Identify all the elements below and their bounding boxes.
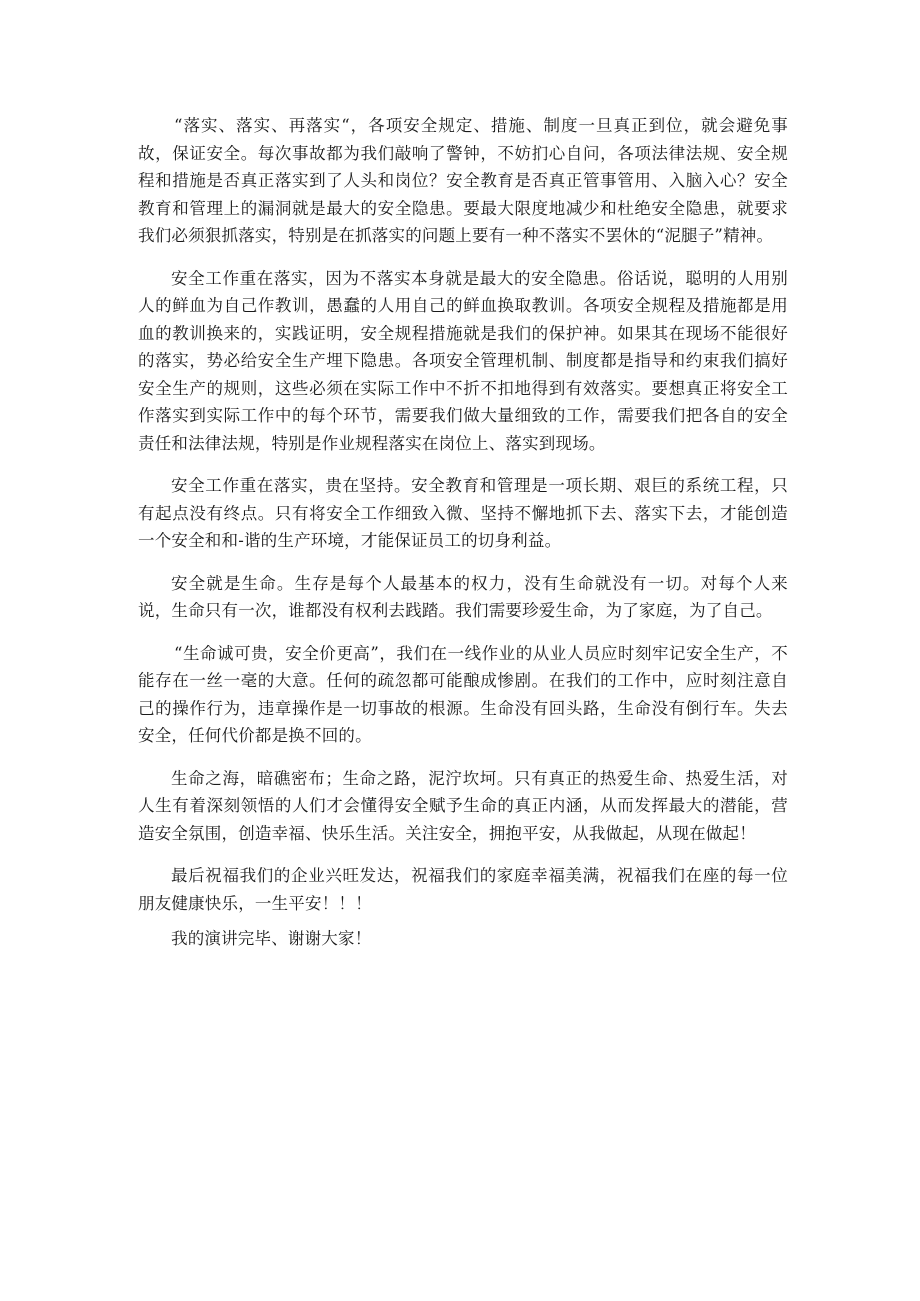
document-body	[138, 112, 788, 968]
paragraph-3: 安全工作重在落实，贵在坚持。安全教育和管理是一项长期、艰巨的系统工程，只有起点没有终点。只有将安全工作细致入微、坚持不懈地抓下去、落实下去，才能创造一个安全和和-谐的生产环境，才能保证员工的切身利益。	[138, 476, 788, 550]
closing-line: 我的演讲完毕、谢谢大家！	[171, 929, 372, 948]
paragraph-1: “落实、落实、再落实“，各项安全规定、措施、制度一旦真正到位，就会避免事故，保证安全。每次事故都为我们敲响了警钟，不妨扪心自问，各项法律法规、安全规程和措施是否真正落实到了人头和岗位？安全教育是否真正管事管用、入脑入心？安全教育和管理上的漏洞就是最大的安全隐患。要最大限度地减少和杜绝安全隐患，就要求我们必须狠抓落实，特别是在抓落实的问题上要有一种不落实不罢休的“泥腿子”精神。	[138, 116, 788, 245]
paragraph-2: 安全工作重在落实，因为不落实本身就是最大的安全隐患。俗话说，聪明的人用别人的鲜血为自己作教训，愚蠢的人用自己的鲜血换取教训。各项安全规程及措施都是用血的教训换来的，实践证明，安全规程措施就是我们的保护神。如果其在现场不能很好的落实，势必给安全生产埋下隐患。各项安全管理机制、制度都是指导和约束我们搞好安全生产的规则，这些必须在实际工作中不折不扣地得到有效落实。要想真正将安全工作落实到实际工作中的每个环节，需要我们做大量细致的工作，需要我们把各自的安全责任和法律法规，特别是作业规程落实在岗位上、落实到现场。	[138, 268, 788, 453]
paragraph-6: 生命之海，暗礁密布；生命之路，泥泞坎坷。只有真正的热爱生命、热爱生活，对人生有着深刻领悟的人们才会懂得安全赋予生命的真正内涵，从而发挥最大的潜能，营造安全氛围，创造幸福、快乐生活。关注安全，拥抱平安，从我做起，从现在做起！	[138, 768, 788, 843]
paragraph-7: 最后祝福我们的企业兴旺发达，祝福我们的家庭幸福美满，祝福我们在座的每一位朋友健康快乐，一生平安！！！	[138, 866, 788, 913]
paragraph-4: 安全就是生命。生存是每个人最基本的权力，没有生命就没有一切。对每个人来说，生命只有一次，谁都没有权利去践踏。我们需要珍爱生命，为了家庭，为了自己。	[138, 573, 788, 620]
paragraph-5: “生命诚可贵，安全价更高”，我们在一线作业的从业人员应时刻牢记安全生产，不能存在一丝一毫的大意。任何的疏忽都可能酿成惨剧。在我们的工作中，应时刻注意自己的操作行为，违章操作是一切事故的根源。生命没有回头路，生命没有倒行车。失去安全，任何代价都是换不回的。	[138, 643, 788, 745]
